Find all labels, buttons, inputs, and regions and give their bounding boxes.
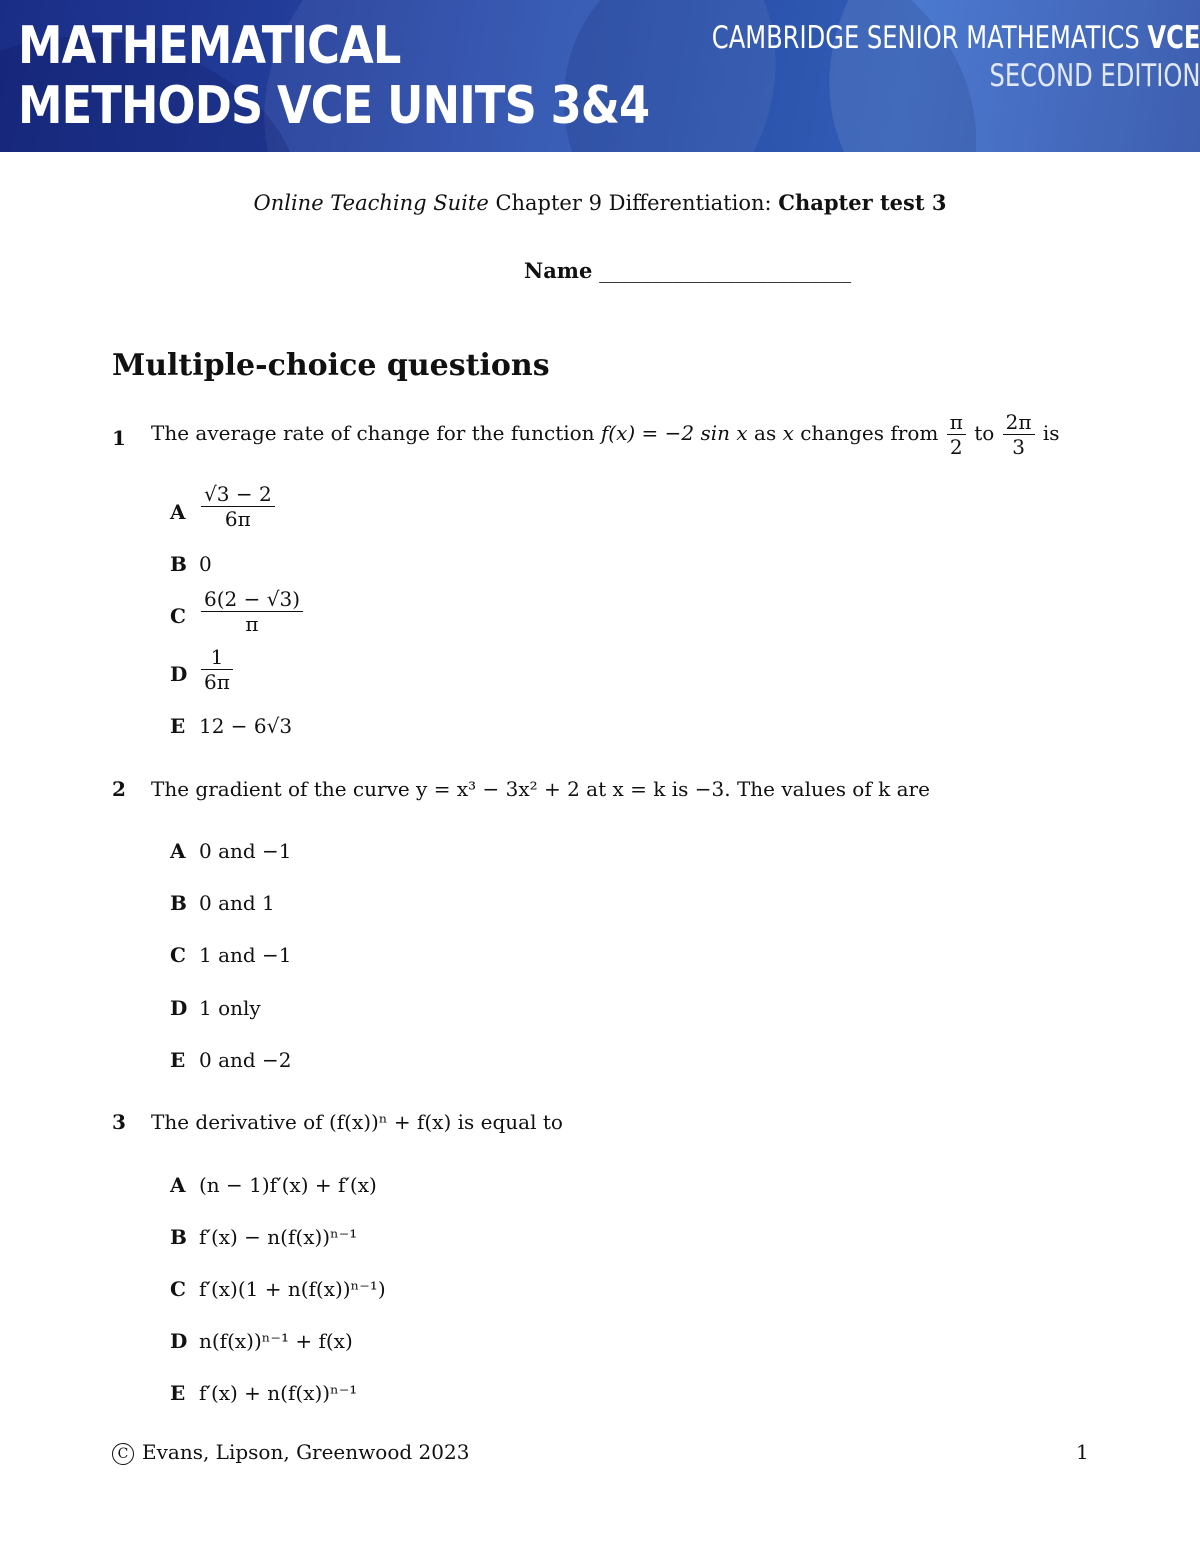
question-text-part: changes from [793, 421, 945, 445]
option-letter: D [170, 662, 188, 686]
option-letter: E [170, 714, 186, 738]
series-name-bold: VCE [1147, 20, 1200, 56]
option-answer: 0 and −1 [199, 839, 292, 863]
question-number: 3 [112, 1110, 126, 1134]
option-answer: (n − 1)f′(x) + f′(x) [199, 1173, 377, 1197]
option-letter: B [170, 1225, 187, 1249]
fraction-denominator: π [245, 612, 259, 636]
fraction-numerator: 2π [1003, 410, 1035, 435]
question-text-part: as [747, 421, 783, 445]
fraction-numerator: 6(2 − √3) [201, 587, 303, 612]
series-name [711, 20, 1200, 56]
name-field [524, 258, 851, 283]
option-letter: C [170, 1277, 186, 1301]
suite-name: Online Teaching Suite [253, 191, 489, 215]
question-text: The gradient of the curve y = x³ − 3x² + 2 at x = k is −3. The values of k are [151, 777, 930, 801]
fraction-numerator: π [947, 410, 966, 435]
option-answer: 1 only [199, 996, 261, 1020]
option-letter: D [170, 996, 188, 1020]
fraction-denominator: 6π [224, 507, 251, 531]
test-name: Chapter test 3 [778, 190, 947, 215]
book-title [18, 16, 649, 136]
name-blank: ________________________ [592, 259, 852, 283]
option-answer: 1 and −1 [199, 943, 292, 967]
copyright-icon: C [112, 1443, 134, 1465]
name-label: Name [524, 258, 593, 283]
option-answer: n(f(x))ⁿ⁻¹ + f(x) [199, 1329, 353, 1353]
copyright-line [112, 1440, 469, 1465]
fraction-numerator: √3 − 2 [201, 482, 275, 507]
chapter-name: Chapter 9 Differentiation: [488, 191, 779, 215]
option-letter: A [170, 1173, 186, 1197]
function-expression: f(x) = −2 sin x [600, 421, 748, 445]
option-letter: B [170, 552, 187, 576]
question-text: The derivative of (f(x))ⁿ + f(x) is equal to [151, 1110, 563, 1134]
edition-label: SECOND EDITION [989, 58, 1200, 94]
question-text [151, 410, 1060, 459]
option-letter: E [170, 1048, 186, 1072]
question-text-part: is [1036, 421, 1060, 445]
option-answer: f′(x)(1 + n(f(x))ⁿ⁻¹) [199, 1277, 386, 1301]
copyright-authors: Evans, Lipson, Greenwood 2023 [142, 1440, 470, 1464]
fraction-numerator: 1 [201, 645, 233, 670]
cover-banner [0, 0, 1200, 152]
option-answer: 12 − 6√3 [199, 714, 293, 738]
question-number: 2 [112, 777, 126, 801]
option-answer: f′(x) + n(f(x))ⁿ⁻¹ [199, 1381, 358, 1405]
test-header [0, 190, 1200, 215]
section-title: Multiple-choice questions [112, 348, 550, 383]
option-answer: 0 and −2 [199, 1048, 292, 1072]
fraction-denominator: 3 [1012, 435, 1025, 459]
fraction-from [947, 410, 966, 459]
option-fraction [201, 645, 233, 694]
option-answer [199, 482, 277, 531]
option-letter: D [170, 1329, 188, 1353]
fraction-to [1003, 410, 1035, 459]
option-answer: 0 and 1 [199, 891, 275, 915]
option-letter: C [170, 943, 186, 967]
question-number: 1 [112, 426, 126, 450]
fraction-denominator: 2 [949, 435, 963, 459]
question-text-part: The average rate of change for the function [151, 421, 601, 445]
book-title-line2: METHODS VCE UNITS 3&4 [18, 76, 650, 136]
option-letter: A [170, 500, 186, 524]
option-letter: B [170, 891, 187, 915]
option-letter: E [170, 1381, 186, 1405]
option-answer: 0 [199, 552, 212, 576]
option-letter: C [170, 604, 186, 628]
option-letter: A [170, 839, 186, 863]
series-name-plain: CAMBRIDGE SENIOR MATHEMATICS [711, 20, 1148, 56]
option-answer: f′(x) − n(f(x))ⁿ⁻¹ [199, 1225, 358, 1249]
page-number: 1 [1076, 1440, 1089, 1464]
option-answer [199, 645, 235, 694]
question-text-part: to [967, 421, 1001, 445]
fraction-denominator: 6π [204, 670, 230, 694]
variable: x [782, 421, 794, 445]
option-fraction [201, 587, 303, 636]
option-answer [199, 587, 305, 636]
option-fraction [201, 482, 275, 531]
book-title-line1: MATHEMATICAL [18, 16, 401, 76]
